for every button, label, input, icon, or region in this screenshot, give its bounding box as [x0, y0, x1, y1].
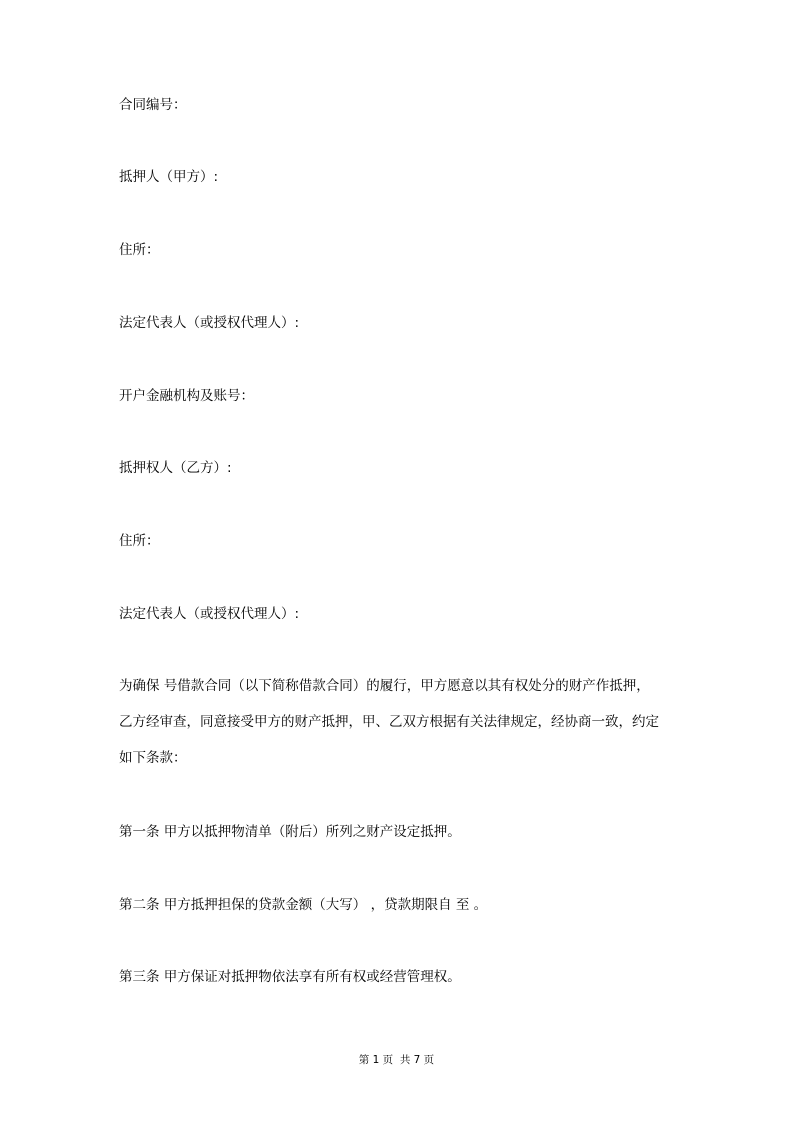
mortgagor-address-label: 住所：: [119, 242, 160, 258]
preamble-line-3: 如下条款：: [119, 750, 187, 766]
mortgagor-representative-label: 法定代表人（或授权代理人）:: [119, 315, 300, 331]
contract-number-label: 合同编号：: [119, 97, 187, 113]
preamble-line-2: 乙方经审查，同意接受甲方的财产抵押，甲、乙双方根据有关法律规定，经协商一致，约定: [119, 714, 659, 730]
preamble-line-1: 为确保 号借款合同（以下简称借款合同）的履行，甲方愿意以其有权处分的财产作抵押，: [119, 678, 650, 694]
mortgagee-address-label: 住所：: [119, 533, 160, 549]
preamble-paragraph: [119, 677, 679, 785]
bank-account-label: 开户金融机构及账号：: [119, 388, 254, 404]
article-1: 第一条 甲方以抵押物清单（附后）所列之财产设定抵押。: [119, 824, 461, 840]
mortgagee-label: 抵押权人（乙方）:: [119, 460, 232, 476]
mortgagor-label: 抵押人（甲方）:: [119, 169, 219, 185]
page-footer: 第 1 页 共 7 页: [358, 1054, 435, 1066]
article-2: 第二条 甲方抵押担保的贷款金额（大写） ，贷款期限自 至 。: [119, 897, 488, 913]
article-3: 第三条 甲方保证对抵押物依法享有所有权或经营管理权。: [119, 969, 461, 985]
mortgagee-representative-label: 法定代表人（或授权代理人）:: [119, 606, 300, 622]
